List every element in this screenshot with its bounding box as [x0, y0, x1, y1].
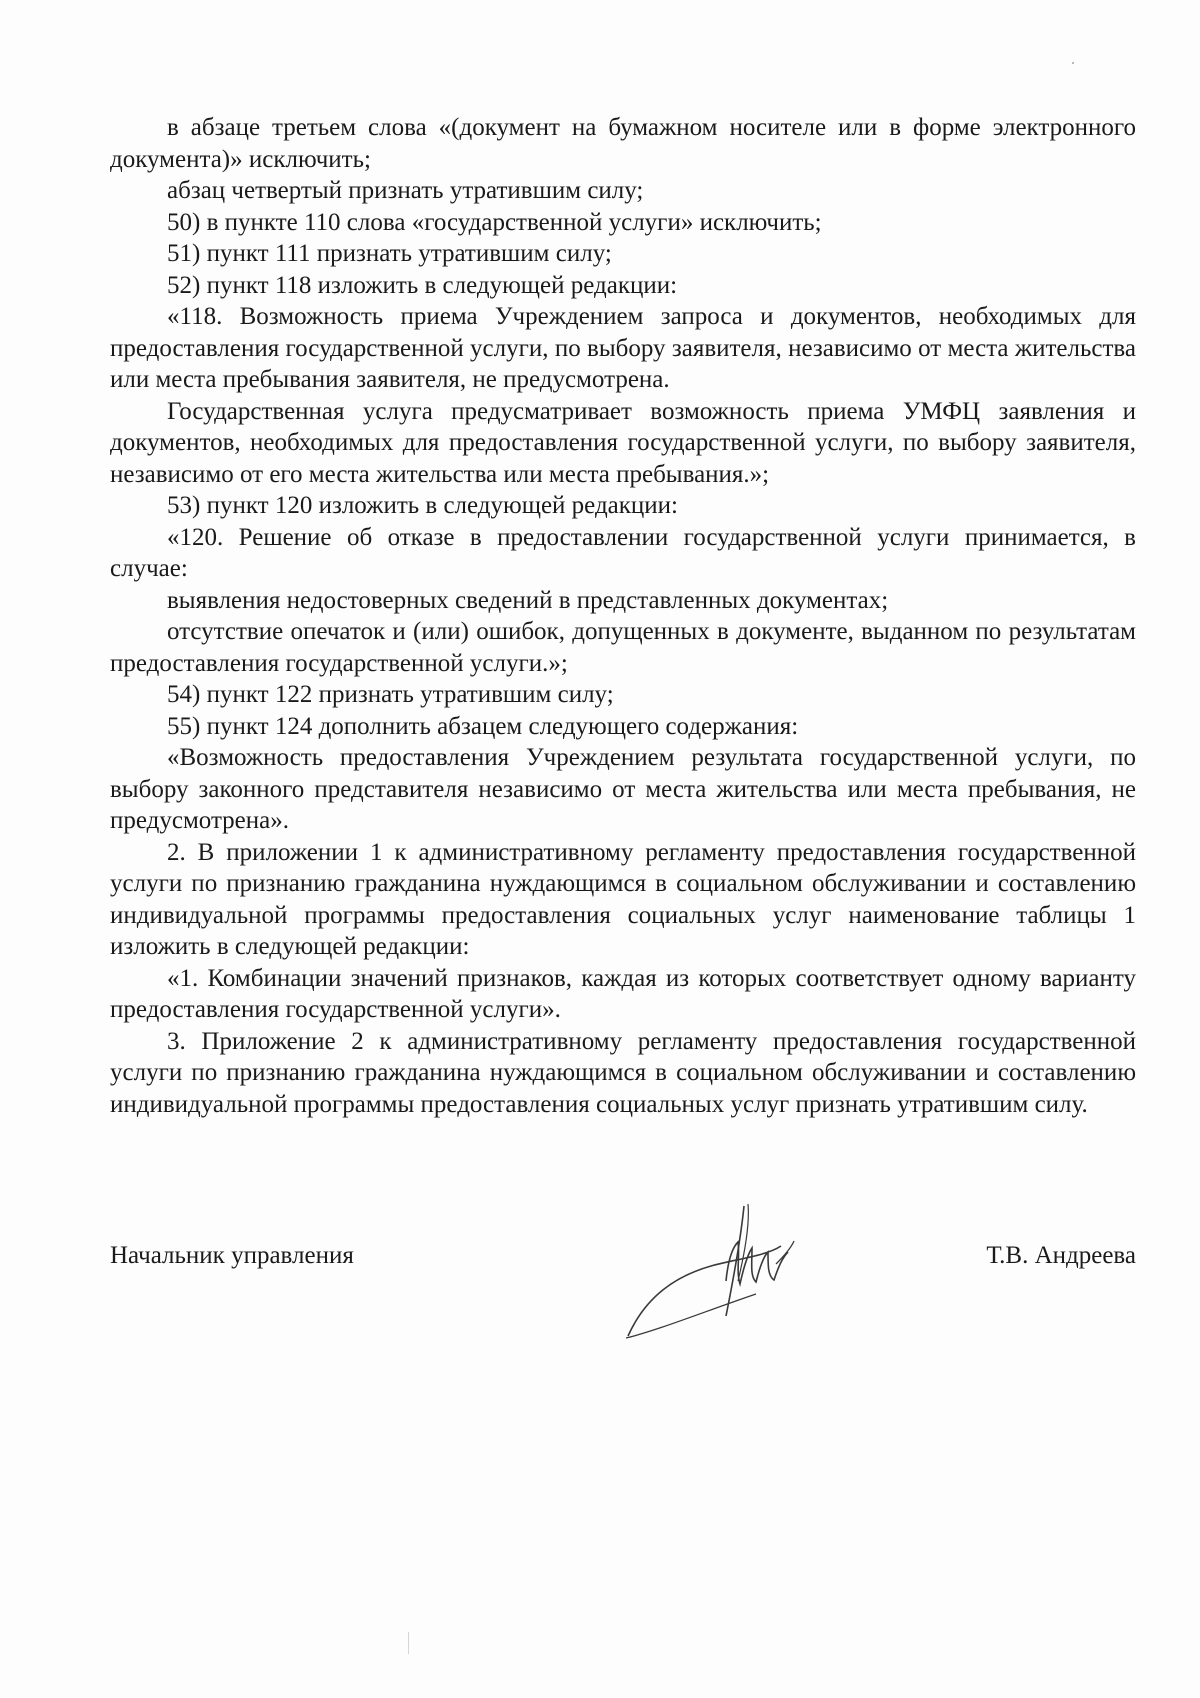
paragraph: 52) пункт 118 изложить в следующей редакции: [167, 271, 678, 299]
paragraph: в абзаце третьем слова «(документ на бумажном носителе или в форме электронного документа)» исключить; [110, 114, 1136, 173]
paragraph: отсутствие опечаток и (или) ошибок, допущенных в документе, выданном по результатам предоставления государственной услуги.»; [110, 618, 1136, 677]
paragraph: 53) пункт 120 изложить в следующей редакции: [167, 492, 678, 519]
paragraph: 2. В приложении 1 к административному регламенту предоставления государственной услуги по признанию гражданина нуждающимся в социальном обслуживании и составлению индивидуальной программы предоставления социальных услуг наименование таблицы 1 изложить в следующей редакции: [110, 838, 1136, 960]
paragraph: «Возможность предоставления Учреждением результата государственной услуги, по выбору законного представителя независимо от места жительства или места пребывания, не предусмотрена». [110, 744, 1136, 834]
scan-mark [408, 1632, 409, 1654]
paragraph: 51) пункт 111 признать утратившим силу; [167, 240, 612, 267]
paragraph: 3. Приложение 2 к административному регламенту предоставления государственной услуги по признанию гражданина нуждающимся в социальном обслуживании и составлению индивидуальной программы предоставления социальных услуг признать утратившим силу. [110, 1027, 1136, 1118]
paragraph: 55) пункт 124 дополнить абзацем следующего содержания: [167, 712, 799, 740]
paragraph: «118. Возможность приема Учреждением запроса и документов, необходимых для предоставления государственной услуги, по выбору заявителя, независимо от места жительства или места пребывания заявителя, не предусмотрена. [110, 303, 1136, 393]
handwritten-signature [616, 1186, 846, 1356]
scan-speck [1072, 62, 1074, 64]
paragraph: «1. Комбинации значений признаков, каждая из которых соответствует одному варианту предоставления государственной услуги». [110, 964, 1136, 1023]
signer-name: Т.В. Андреева [986, 1242, 1136, 1269]
paragraph: 50) в пункте 110 слова «государственной услуги» исключить; [167, 208, 822, 236]
paragraph: Государственная услуга предусматривает возможность приема УМФЦ заявления и документов, необходимых для предоставления государственной услуги, по выбору заявителя, независимо от его места жительства или места пребывания.»; [110, 397, 1136, 488]
paragraph: абзац четвертый признать утратившим силу; [167, 177, 644, 204]
document-body [110, 112, 1136, 1120]
signer-title: Начальник управления [110, 1242, 354, 1269]
paragraph: 54) пункт 122 признать утратившим силу; [167, 681, 614, 708]
paragraph: «120. Решение об отказе в предоставлении государственной услуги принимается, в случае: [110, 523, 1136, 582]
paragraph: выявления недостоверных сведений в представленных документах; [167, 586, 889, 614]
